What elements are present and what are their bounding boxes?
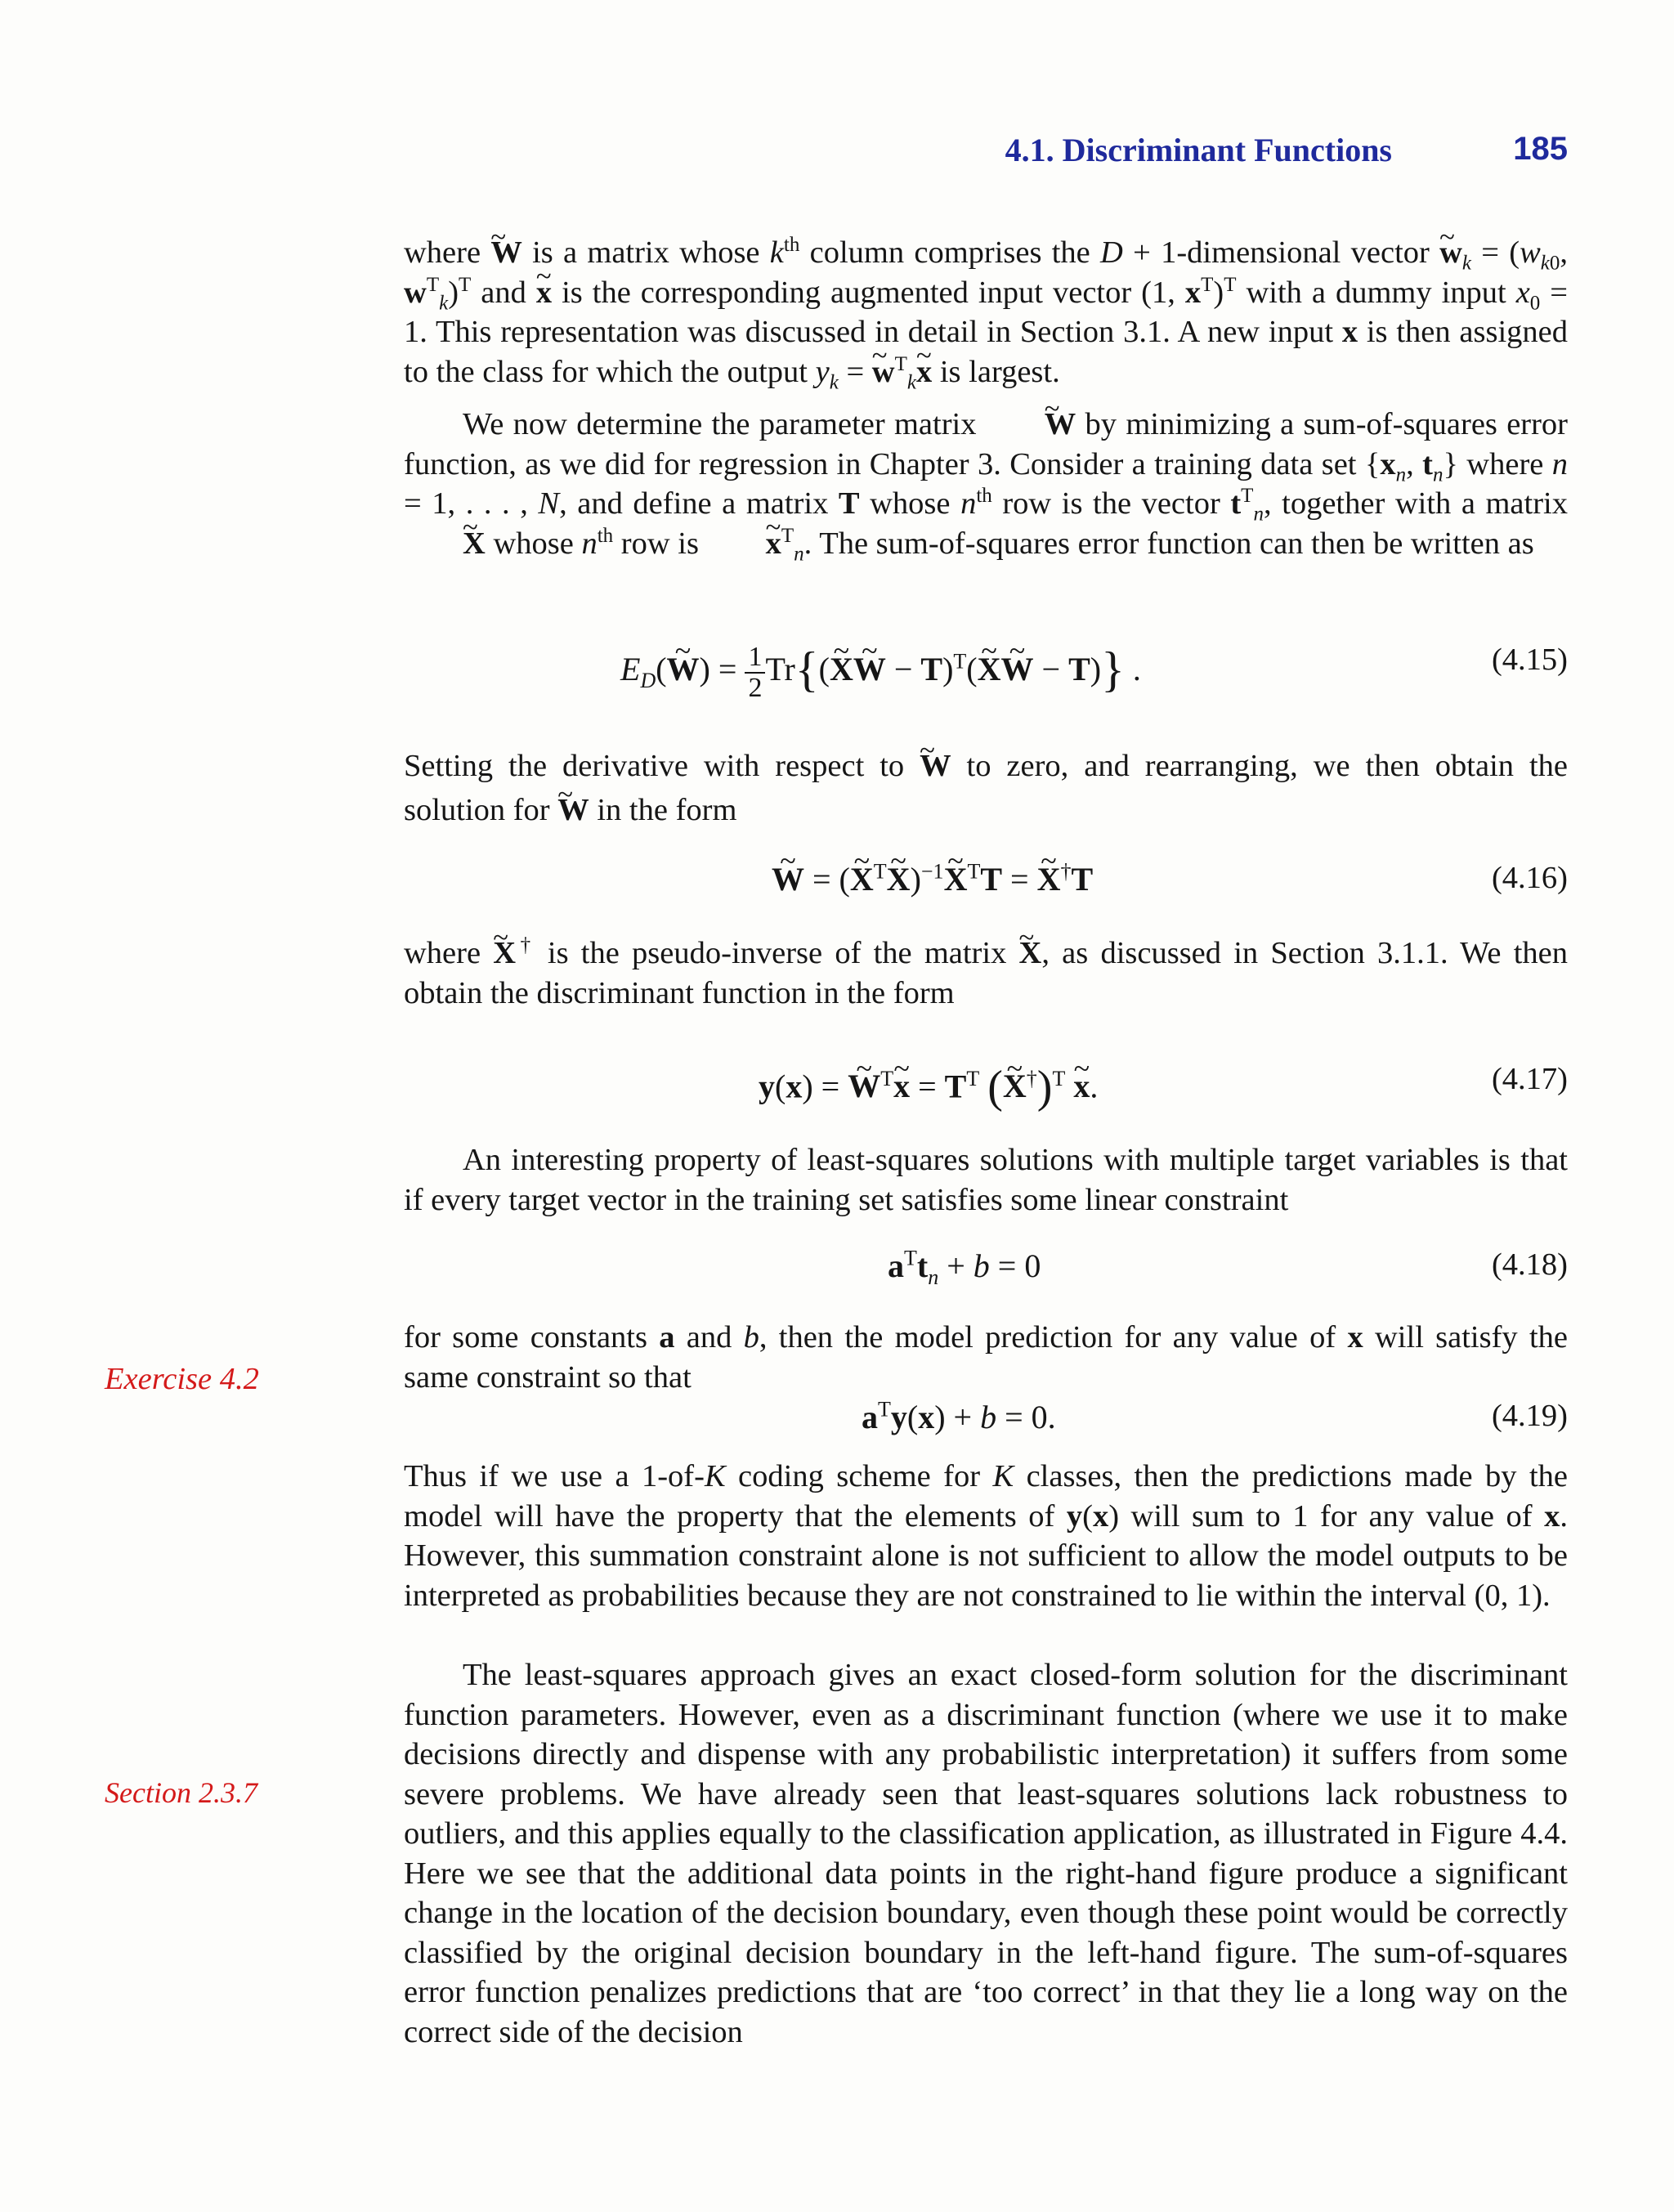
margin-note-section[interactable]: Section 2.3.7 [105, 1776, 257, 1809]
paragraph-6: for some constants a and b, then the model prediction for any value of x will satisfy the same constraint so that [404, 1320, 1568, 1395]
equation-number: (4.16) [1491, 861, 1568, 895]
equation-body: ~ W = (~ $X^T\sim$ X)$^{-1}$~ $X^TT$ = ~ X†T [772, 860, 1093, 898]
equation-body: $a^Tt_n + b = 0$ [888, 1246, 1041, 1289]
paragraph-2: We now determine the parameter matrix ~ W by minimizing a sum-of-squares error function, as we did for regression in Chapter 3. Consider a training data set {$x_n$, $t_n$} where n = 1, . . . , N, and define a matrix T whose $n^{th}$ row is the vector $t^T_n$, together with a matrix ~ X whose $n^{th}$ row is ~ $x^T_n$. The sum-of-squares error function can then be written as [404, 405, 1568, 563]
paragraph-4: where ~ X† is the pseudo-inverse of the matrix ~ X, as discussed in Section 3.1.1. We then obtain the discriminant function in the form [404, 934, 1568, 1013]
equation-body: $E_D(\sim$ W) = $\frac{1}{2}$ Tr{(~ X~ W − T)$^T$(~ X~ W − T)} . [620, 642, 1141, 702]
running-header-title: 4.1. Discriminant Functions [1005, 132, 1392, 168]
equation-body: y(x) = ~ $W^T\sim$ $x = T^T$ (~ X†)$^T$ ~ x. [759, 1061, 1098, 1113]
margin-note-exercise[interactable]: Exercise 4.2 [105, 1362, 259, 1396]
equation-4-16 [404, 860, 1568, 909]
equation-4-19 [404, 1398, 1568, 1447]
paragraph-5: An interesting property of least-squares solutions with multiple target variables is that if every target vector in the training set satisfies some linear constraint [404, 1143, 1568, 1217]
equation-number: (4.15) [1491, 643, 1568, 677]
equation-4-18 [404, 1247, 1568, 1296]
page-number: 185 [1513, 131, 1568, 167]
paragraph-7: Thus if we use a 1-of-K coding scheme for K classes, then the predictions made by the model will have the property that the elements of y(x) will sum to 1 for any value of x. However, this summation constraint alone is not sufficient to allow the model outputs to be interpreted as probabilities because they are not constrained to lie within the interval (0, 1). [404, 1459, 1568, 1613]
paragraph-1: where ~ W is a matrix whose $k^{th}$ column comprises the D + 1-dimensional vector ~ $w_k = (w_{k0}$, $w^T_k)^T$ and ~ x is the corresponding augmented input vector (1, $x^T)^T$ with a dummy input $x_0 = 1$. This representation was discussed in detail in Section 3.1. A new input x is then assigned to the class for which the output $y_k$ = ~ $w^T_k\sim$ x is largest. [404, 233, 1568, 392]
equation-number: (4.19) [1491, 1399, 1568, 1433]
paragraph-8: The least-squares approach gives an exact closed-form solution for the discriminant function parameters. However, even as a discriminant function (where we use it to make decisions directly and dispense with any probabilistic interpretation) it suffers from some severe problems. We have already seen that least-squares solutions lack robustness to outliers, and this applies equally to the classification application, as illustrated in Figure 4.4. Here we see that the additional data points in the right-hand figure produce a significant change in the location of the decision boundary, even though these point would be correctly classified by the original decision boundary in the left-hand figure. The sum-of-squares error function penalizes predictions that are ‘too correct’ in that they lie a long way on the correct side of the decision [404, 1658, 1568, 2049]
equation-body: $a^Ty(x) + b = 0$. [862, 1397, 1056, 1435]
equation-4-15 [404, 641, 1568, 703]
equation-number: (4.18) [1491, 1247, 1568, 1282]
equation-4-17 [404, 1061, 1568, 1113]
paragraph-3: Setting the derivative with respect to ~ W to zero, and rearranging, we then obtain the solution for ~ W in the form [404, 744, 1568, 832]
equation-number: (4.17) [1491, 1062, 1568, 1096]
